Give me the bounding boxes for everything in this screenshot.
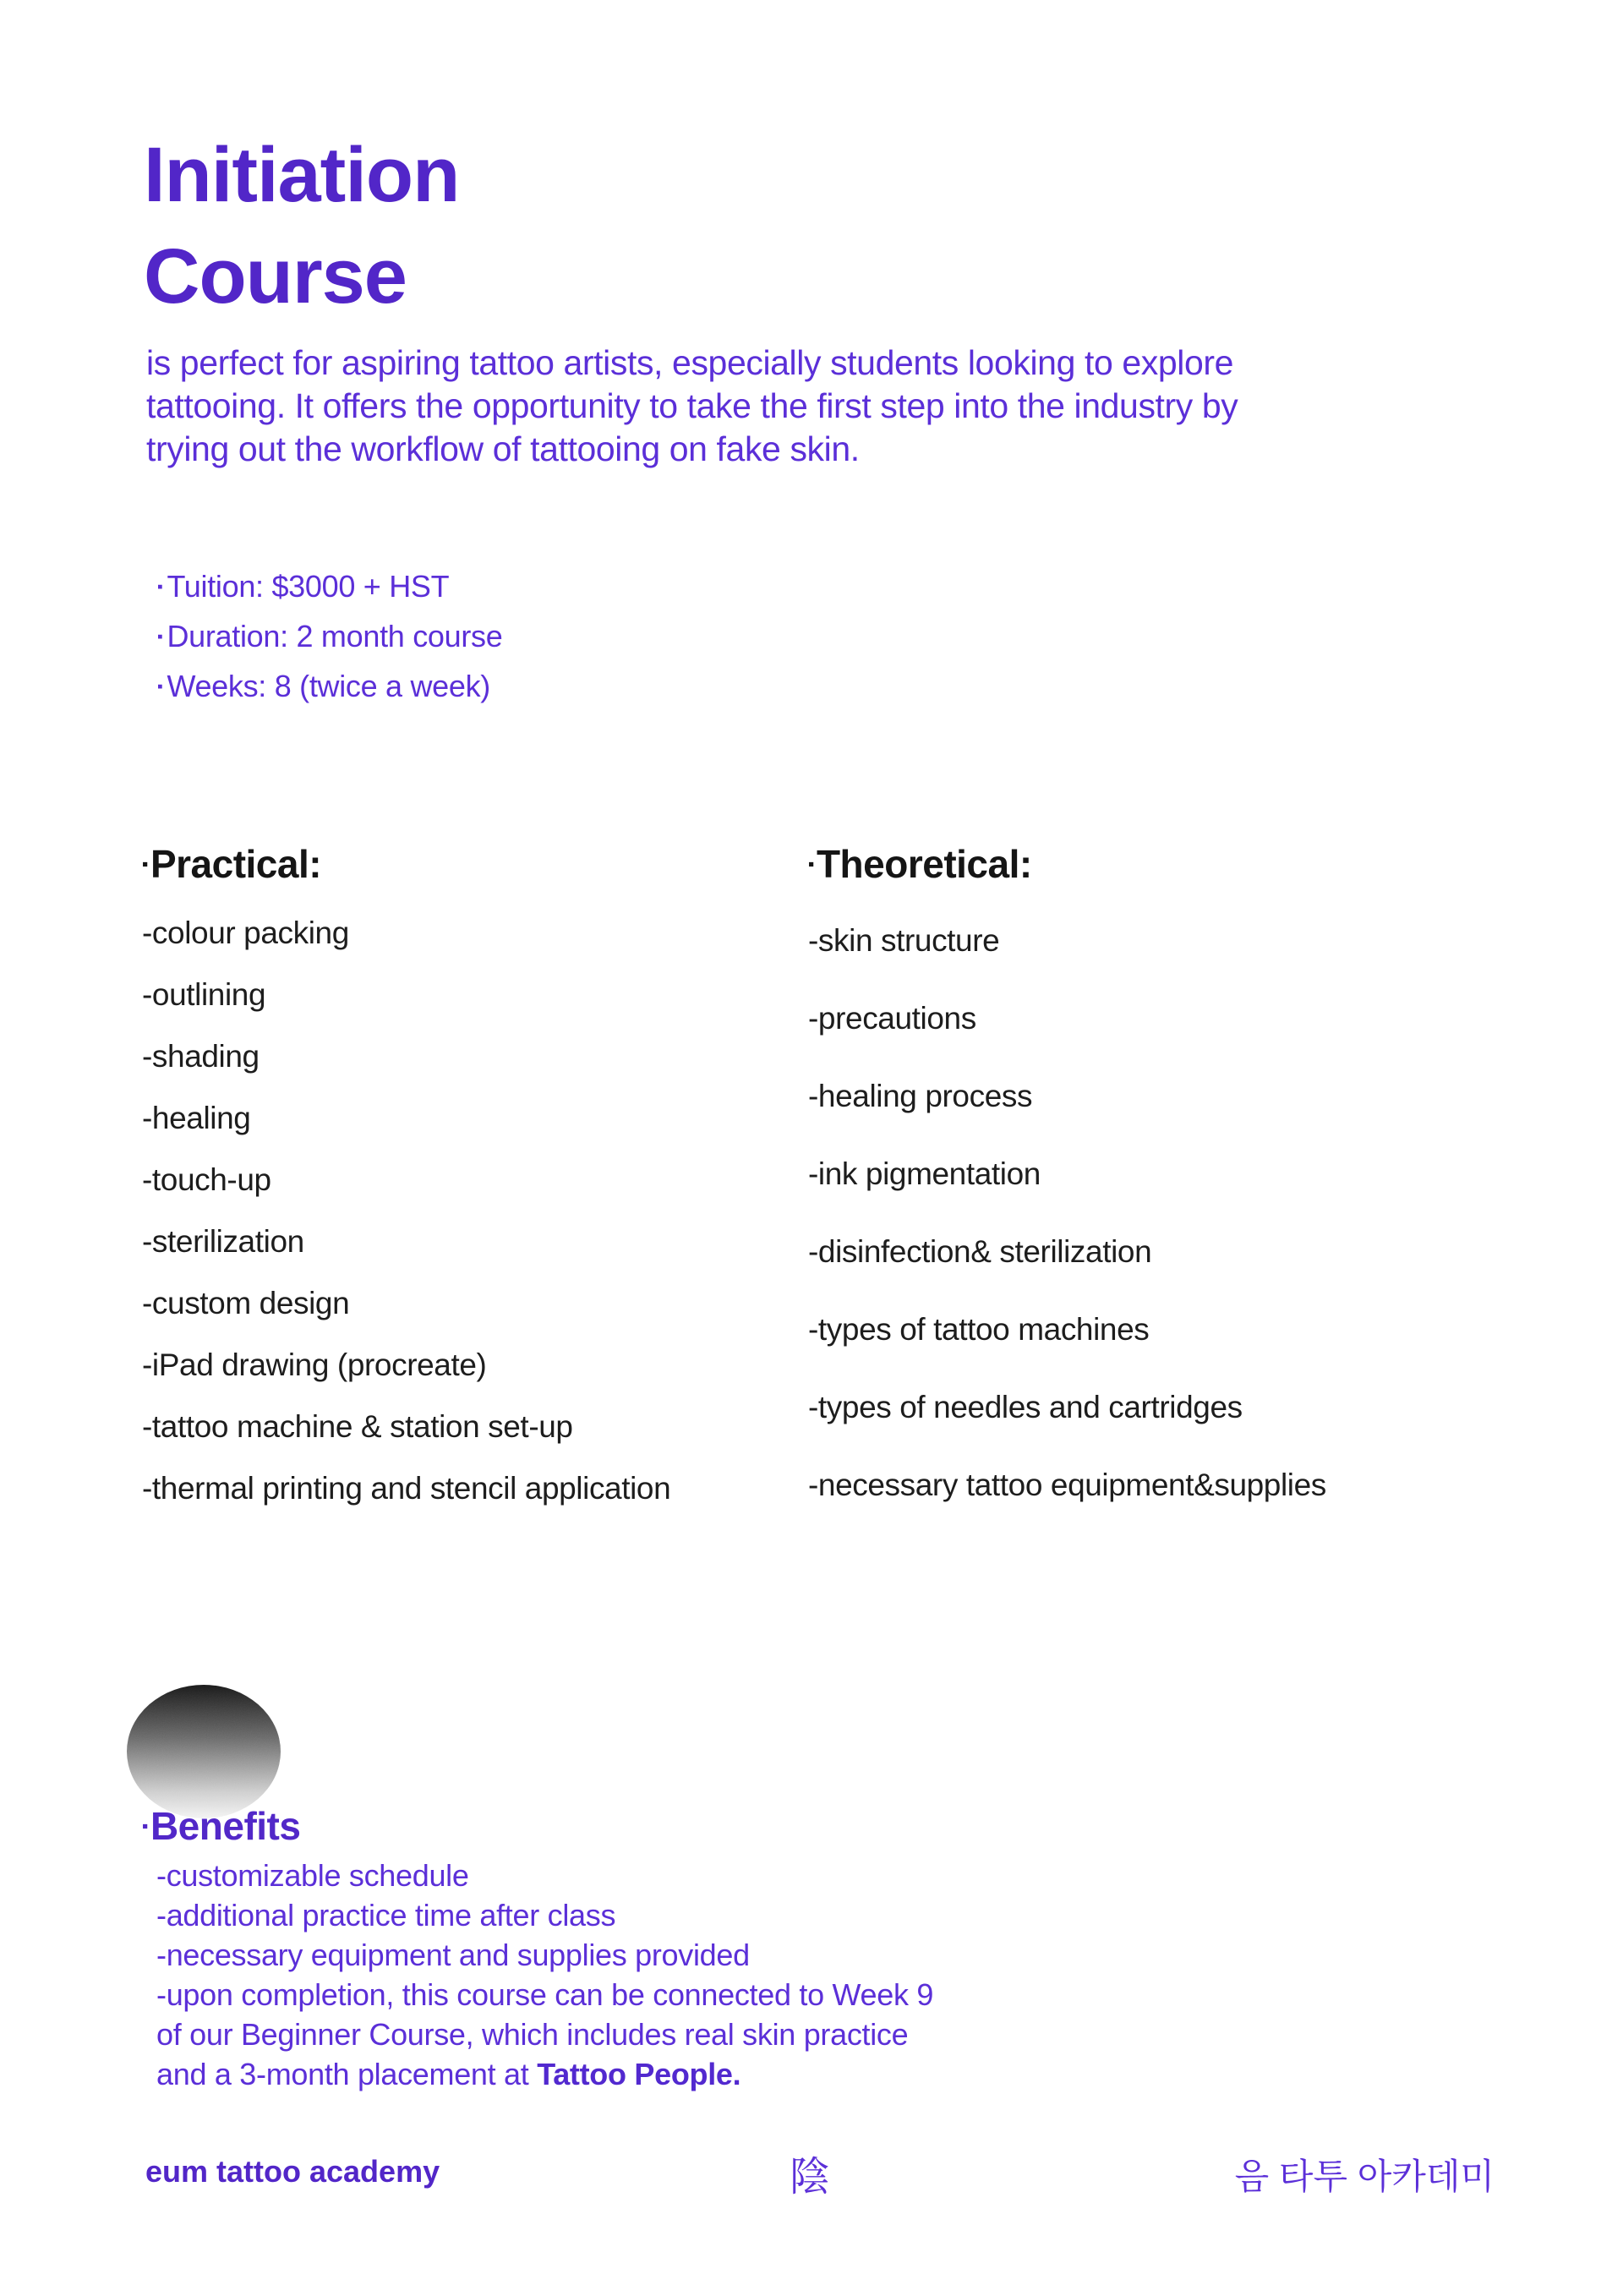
list-item: -custom design (142, 1286, 350, 1320)
list-item: -shading (142, 1039, 260, 1074)
detail-item-weeks (157, 664, 502, 714)
list-item: -types of needles and cartridges (808, 1390, 1243, 1424)
title-line-1: Initiation (144, 132, 460, 218)
benefits-section (142, 1803, 933, 2094)
page-title (144, 124, 459, 327)
list-item: -healing process (808, 1079, 1033, 1113)
detail-text: Weeks: 8 (twice a week) (167, 669, 490, 703)
list-item: -necessary tattoo equipment&supplies (808, 1468, 1326, 1502)
list-item: -skin structure (808, 923, 1000, 958)
tattoo-people-emphasis: Tattoo People. (537, 2057, 741, 2091)
detail-item-duration (157, 615, 502, 664)
grain-gradient-circle (126, 1684, 281, 1819)
footer-hanja-character: 陰 (789, 2155, 830, 2200)
list-item: -disinfection& sterilization (808, 1234, 1152, 1269)
list-item: -colour packing (142, 916, 349, 950)
square-bullet-icon: ▪ (142, 855, 148, 874)
list-item: -touch-up (142, 1162, 271, 1197)
detail-text: Duration: 2 month course (167, 619, 503, 653)
theoretical-heading-text: Theoretical: (816, 842, 1032, 886)
benefit-line: -upon completion, this course can be connected to Week 9 (156, 1977, 934, 2012)
square-bullet-icon: ▪ (142, 1817, 148, 1836)
square-bullet-icon: ▪ (157, 578, 163, 596)
list-item: -ink pigmentation (808, 1156, 1041, 1191)
square-bullet-icon: ▪ (808, 855, 814, 874)
list-item: -tattoo machine & station set-up (142, 1409, 573, 1444)
intro-line: is perfect for aspiring tattoo artists, especially students looking to explore (146, 343, 1234, 382)
benefit-line: -additional practice time after class (156, 1898, 616, 1932)
benefit-line-text: and a 3-month placement at (156, 2057, 538, 2091)
square-bullet-icon: ▪ (157, 628, 163, 646)
square-bullet-icon: ▪ (157, 678, 163, 696)
list-item: -thermal printing and stencil application (142, 1471, 671, 1506)
intro-line: trying out the workflow of tattooing on fake skin. (146, 429, 860, 468)
gradient-circle-graphic (126, 1684, 281, 1819)
practical-section (142, 841, 670, 1519)
benefit-line: -customizable schedule (156, 1858, 469, 1893)
benefit-line-last (156, 2054, 933, 2094)
list-item: -iPad drawing (procreate) (142, 1348, 487, 1382)
benefits-heading-text: Benefits (150, 1804, 301, 1848)
theoretical-heading (808, 841, 1326, 887)
list-item: -types of tattoo machines (808, 1312, 1150, 1347)
detail-item-tuition (157, 565, 502, 615)
footer-brand: eum tattoo academy (145, 2154, 440, 2189)
practical-items (142, 902, 670, 1519)
theoretical-items (808, 902, 1326, 1524)
detail-text: Tuition: $3000 + HST (167, 569, 450, 604)
title-line-2: Course (144, 233, 407, 320)
list-item: -sterilization (142, 1224, 304, 1259)
intro-line: tattooing. It offers the opportunity to take the first step into the industry by (146, 386, 1238, 425)
list-item: -healing (142, 1101, 251, 1135)
benefits-heading (142, 1803, 933, 1849)
benefit-line: of our Beginner Course, which includes real skin practice (156, 2017, 909, 2052)
practical-heading (142, 841, 670, 887)
intro-paragraph (146, 342, 1238, 471)
list-item: -precautions (808, 1001, 976, 1036)
practical-heading-text: Practical: (150, 842, 322, 886)
benefit-line: -necessary equipment and supplies provided (156, 1938, 750, 1972)
theoretical-section (808, 841, 1326, 1524)
list-item: -outlining (142, 977, 266, 1012)
course-details-list (157, 565, 502, 714)
footer-korean-name: 음 타투 아카데미 (1234, 2157, 1495, 2196)
